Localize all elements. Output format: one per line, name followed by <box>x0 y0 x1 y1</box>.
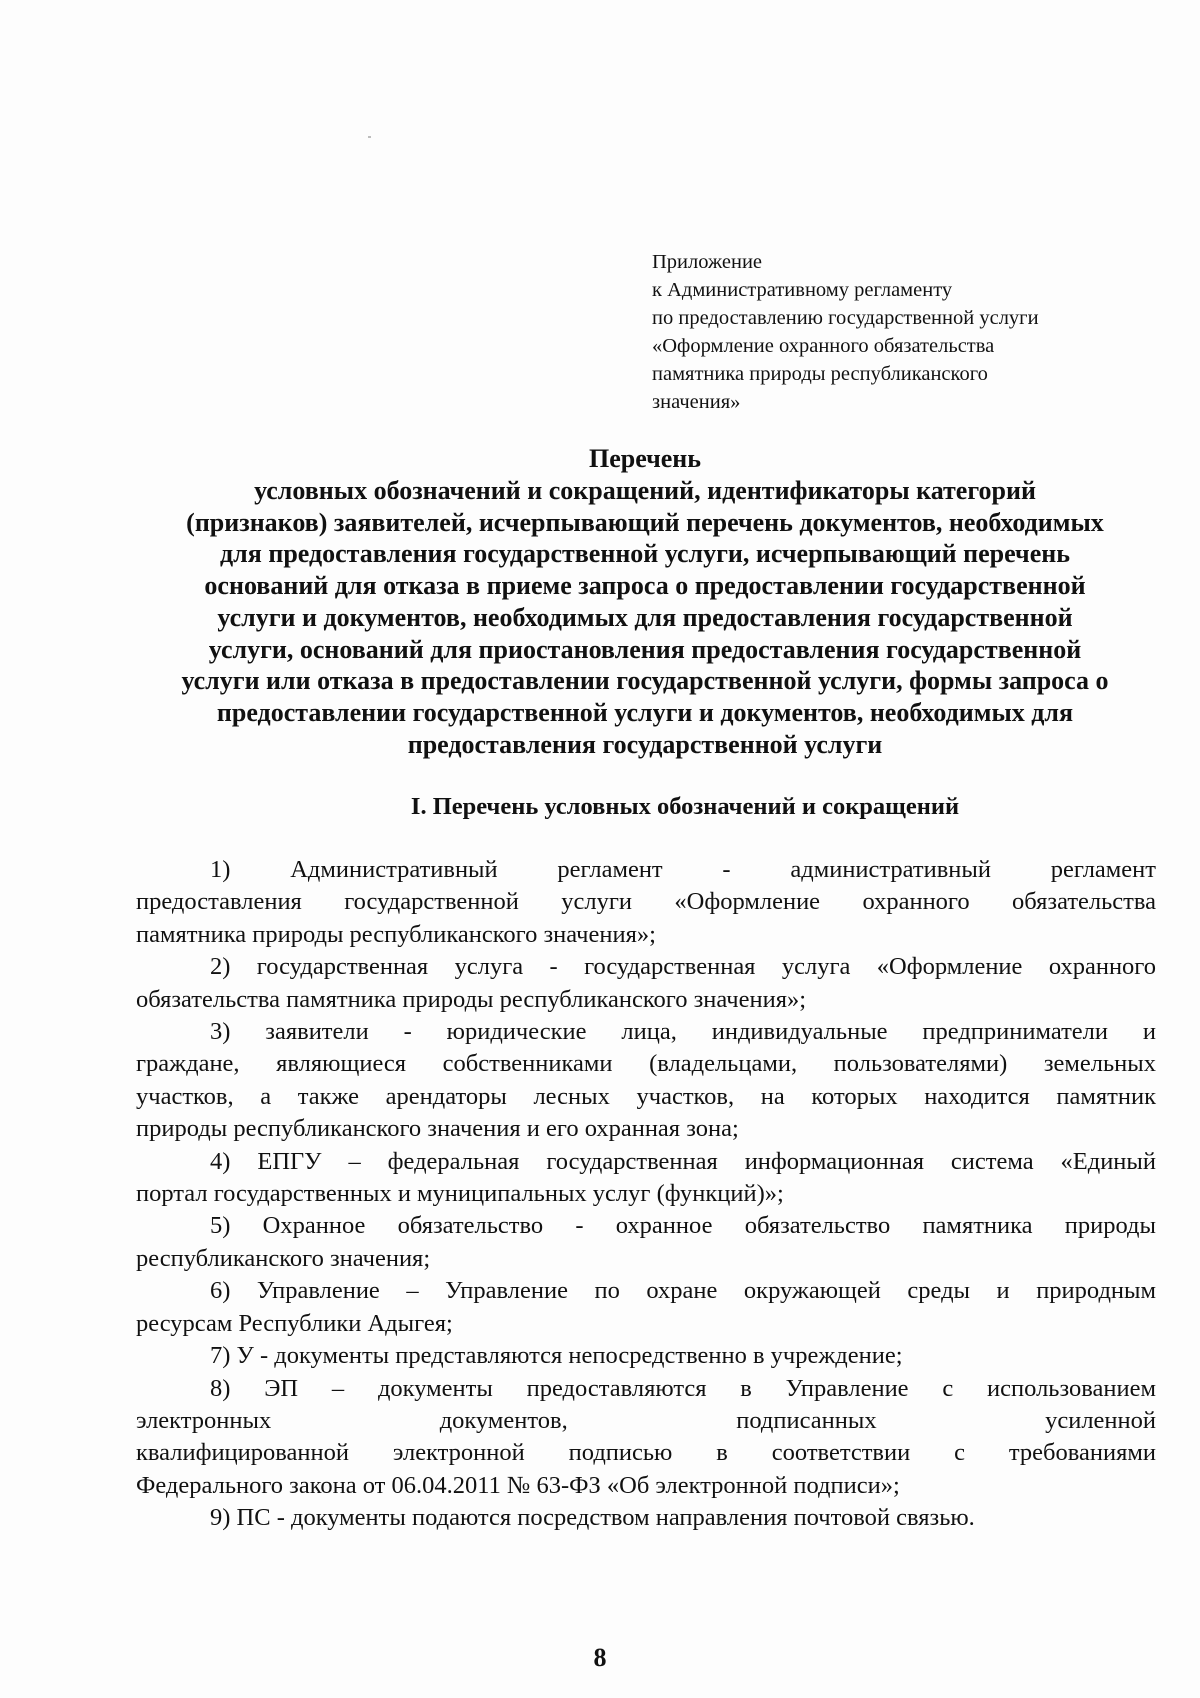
appendix-line: «Оформление охранного обязательства <box>652 335 995 357</box>
appendix-header <box>652 248 1172 416</box>
subtitle-line: (признаков) заявителей, исчерпывающий перечень документов, необходимых <box>186 507 1104 537</box>
document-subtitle <box>130 475 1160 760</box>
list-item-line: Федерального закона от 06.04.2011 № 63-ФЗ «Об электронной подписи»; <box>136 1471 900 1499</box>
list-item-line: 4) ЕПГУ – федеральная государственная информационная система «Единый <box>210 1147 1156 1175</box>
subtitle-line: оснований для отказа в приеме запроса о предоставлении государственной <box>204 571 1086 601</box>
list-item-line: портал государственных и муниципальных услуг (функций)»; <box>136 1180 784 1208</box>
section-heading: I. Перечень условных обозначений и сокращений <box>410 793 960 820</box>
list-item-line: 7) У - документы представляются непосредственно в учреждение; <box>210 1342 903 1370</box>
list-item-line: 2) государственная услуга - государственная услуга «Оформление охранного <box>210 953 1156 981</box>
list-item-line: ресурсам Республики Адыгея; <box>136 1309 453 1337</box>
list-item-line: 3) заявители - юридические лица, индивидуальные предприниматели и <box>210 1018 1156 1046</box>
list-item-line: электронных документов, подписанных усиленной <box>136 1406 1156 1434</box>
list-item-line: 1) Административный регламент - административный регламент <box>210 856 1156 883</box>
subtitle-line: услуги и документов, необходимых для предоставления государственной <box>217 602 1073 632</box>
list-item-line: природы республиканского значения и его охранная зона; <box>136 1115 739 1143</box>
subtitle-line: условных обозначений и сокращений, идентификаторы категорий <box>254 476 1036 505</box>
appendix-line: памятника природы республиканского <box>652 363 988 385</box>
scan-speck <box>368 136 371 138</box>
list-item-line: квалифицированной электронной подписью в соответствии с требованиями <box>136 1439 1156 1467</box>
list-item-line: участков, а также арендаторы лесных участков, на которых находится памятник <box>136 1082 1156 1110</box>
list-item-line: республиканского значения; <box>136 1244 431 1272</box>
abbreviations-list <box>136 854 1156 1535</box>
list-item-line: 9) ПС - документы подаются посредством направления почтовой связью. <box>210 1504 975 1532</box>
document-title: Перечень <box>588 444 702 473</box>
list-item-line: 5) Охранное обязательство - охранное обязательство памятника природы <box>210 1212 1156 1240</box>
appendix-line: по предоставлению государственной услуги <box>652 307 1039 329</box>
list-item-line: граждане, являющиеся собственниками (владельцами, пользователями) земельных <box>136 1050 1156 1078</box>
list-item-line: 8) ЭП – документы предоставляются в Управление с использованием <box>210 1374 1156 1402</box>
appendix-line: Приложение <box>652 251 763 273</box>
list-item-line: предоставления государственной услуги «Оформление охранного обязательства <box>136 888 1156 916</box>
subtitle-line: предоставлении государственной услуги и документов, необходимых для <box>216 697 1074 727</box>
subtitle-line: предоставления государственной услуги <box>407 729 883 759</box>
appendix-line: к Административному регламенту <box>652 279 953 301</box>
subtitle-line: услуги или отказа в предоставлении государственной услуги, формы запроса о <box>181 666 1109 696</box>
subtitle-line: услуги, оснований для приостановления предоставления государственной <box>208 634 1082 664</box>
list-item-line: памятника природы республиканского значения»; <box>136 920 656 948</box>
page-number: 8 <box>593 1643 607 1672</box>
subtitle-line: для предоставления государственной услуги, исчерпывающий перечень <box>220 539 1070 569</box>
appendix-line: значения» <box>652 391 741 413</box>
list-item-line: обязательства памятника природы республиканского значения»; <box>136 985 807 1013</box>
list-item-line: 6) Управление – Управление по охране окружающей среды и природным <box>210 1277 1156 1305</box>
